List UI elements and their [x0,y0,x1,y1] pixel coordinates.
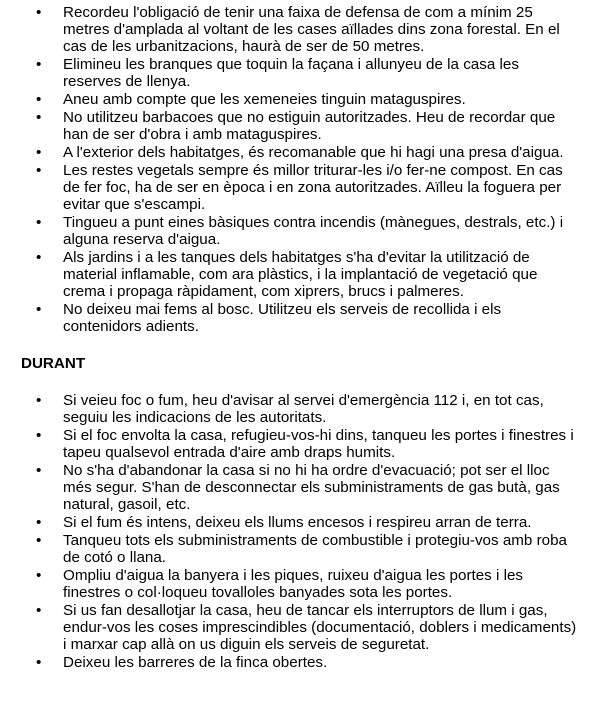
list-item: • Ompliu d'aigua la banyera i les piques, ruixeu d'aigua les portes i les finestres o col·loqueu tovalloles banyades sota les portes. [63,567,600,601]
list-item: • Tanqueu tots els subministraments de combustible i protegiu-vos amb roba de cotó o llana. [63,532,600,566]
list-item: • No s'ha d'abandonar la casa si no hi ha ordre d'evacuació; pot ser el lloc més segur. S'han de desconnectar els subministraments de gas butà, gas natural, gasoil, etc. [63,462,600,513]
during-list [0,392,600,671]
list-item: • Si veieu foc o fum, heu d'avisar al servei d'emergència 112 i, en tot cas, seguiu les indicacions de les autoritats. [63,392,600,426]
list-item: • Aneu amb compte que les xemeneies tinguin mataguspires. [63,91,600,108]
list-item: • Les restes vegetals sempre és millor triturar-les i/o fer-ne compost. En cas de fer foc, ha de ser en època i en zona autoritzades. Aïlleu la foguera per evitar que s'escampi. [63,162,600,213]
list-item: • Als jardins i a les tanques dels habitatges s'ha d'evitar la utilització de material inflamable, com ara plàstics, i la implantació de vegetació que crema i propaga ràpidament, com xiprers, brucs i palmeres. [63,249,600,300]
list-item: • A l'exterior dels habitatges, és recomanable que hi hagi una presa d'aigua. [63,144,600,161]
list-item: • Tingueu a punt eines bàsiques contra incendis (mànegues, destrals, etc.) i alguna reserva d'aigua. [63,214,600,248]
list-item: • Elimineu les branques que toquin la façana i allunyeu de la casa les reserves de llenya. [63,56,600,90]
list-item: • Deixeu les barreres de la finca obertes. [63,654,600,671]
list-item: • No utilitzeu barbacoes que no estiguin autoritzades. Heu de recordar que han de ser d'obra i amb mataguspires. [63,109,600,143]
list-item: • Recordeu l'obligació de tenir una faixa de defensa de com a mínim 25 metres d'amplada al voltant de les cases aïllades dins zona forestal. En el cas de les urbanitzacions, haurà de ser de 50 metres. [63,4,600,55]
list-item: • Si el foc envolta la casa, refugieu-vos-hi dins, tanqueu les portes i finestres i tapeu qualsevol entrada d'aire amb draps humits. [63,427,600,461]
list-item: • Si el fum és intens, deixeu els llums encesos i respireu arran de terra. [63,514,600,531]
section-heading-during: DURANT [21,355,86,372]
before-list [0,4,600,335]
list-item: • Si us fan desallotjar la casa, heu de tancar els interruptors de llum i gas, endur-vos les coses imprescindibles (documentació, doblers i medicaments) i marxar cap allà on us diguin els serveis de seguretat. [63,602,600,653]
list-item: • No deixeu mai fems al bosc. Utilitzeu els serveis de recollida i els contenidors adients. [63,301,600,335]
